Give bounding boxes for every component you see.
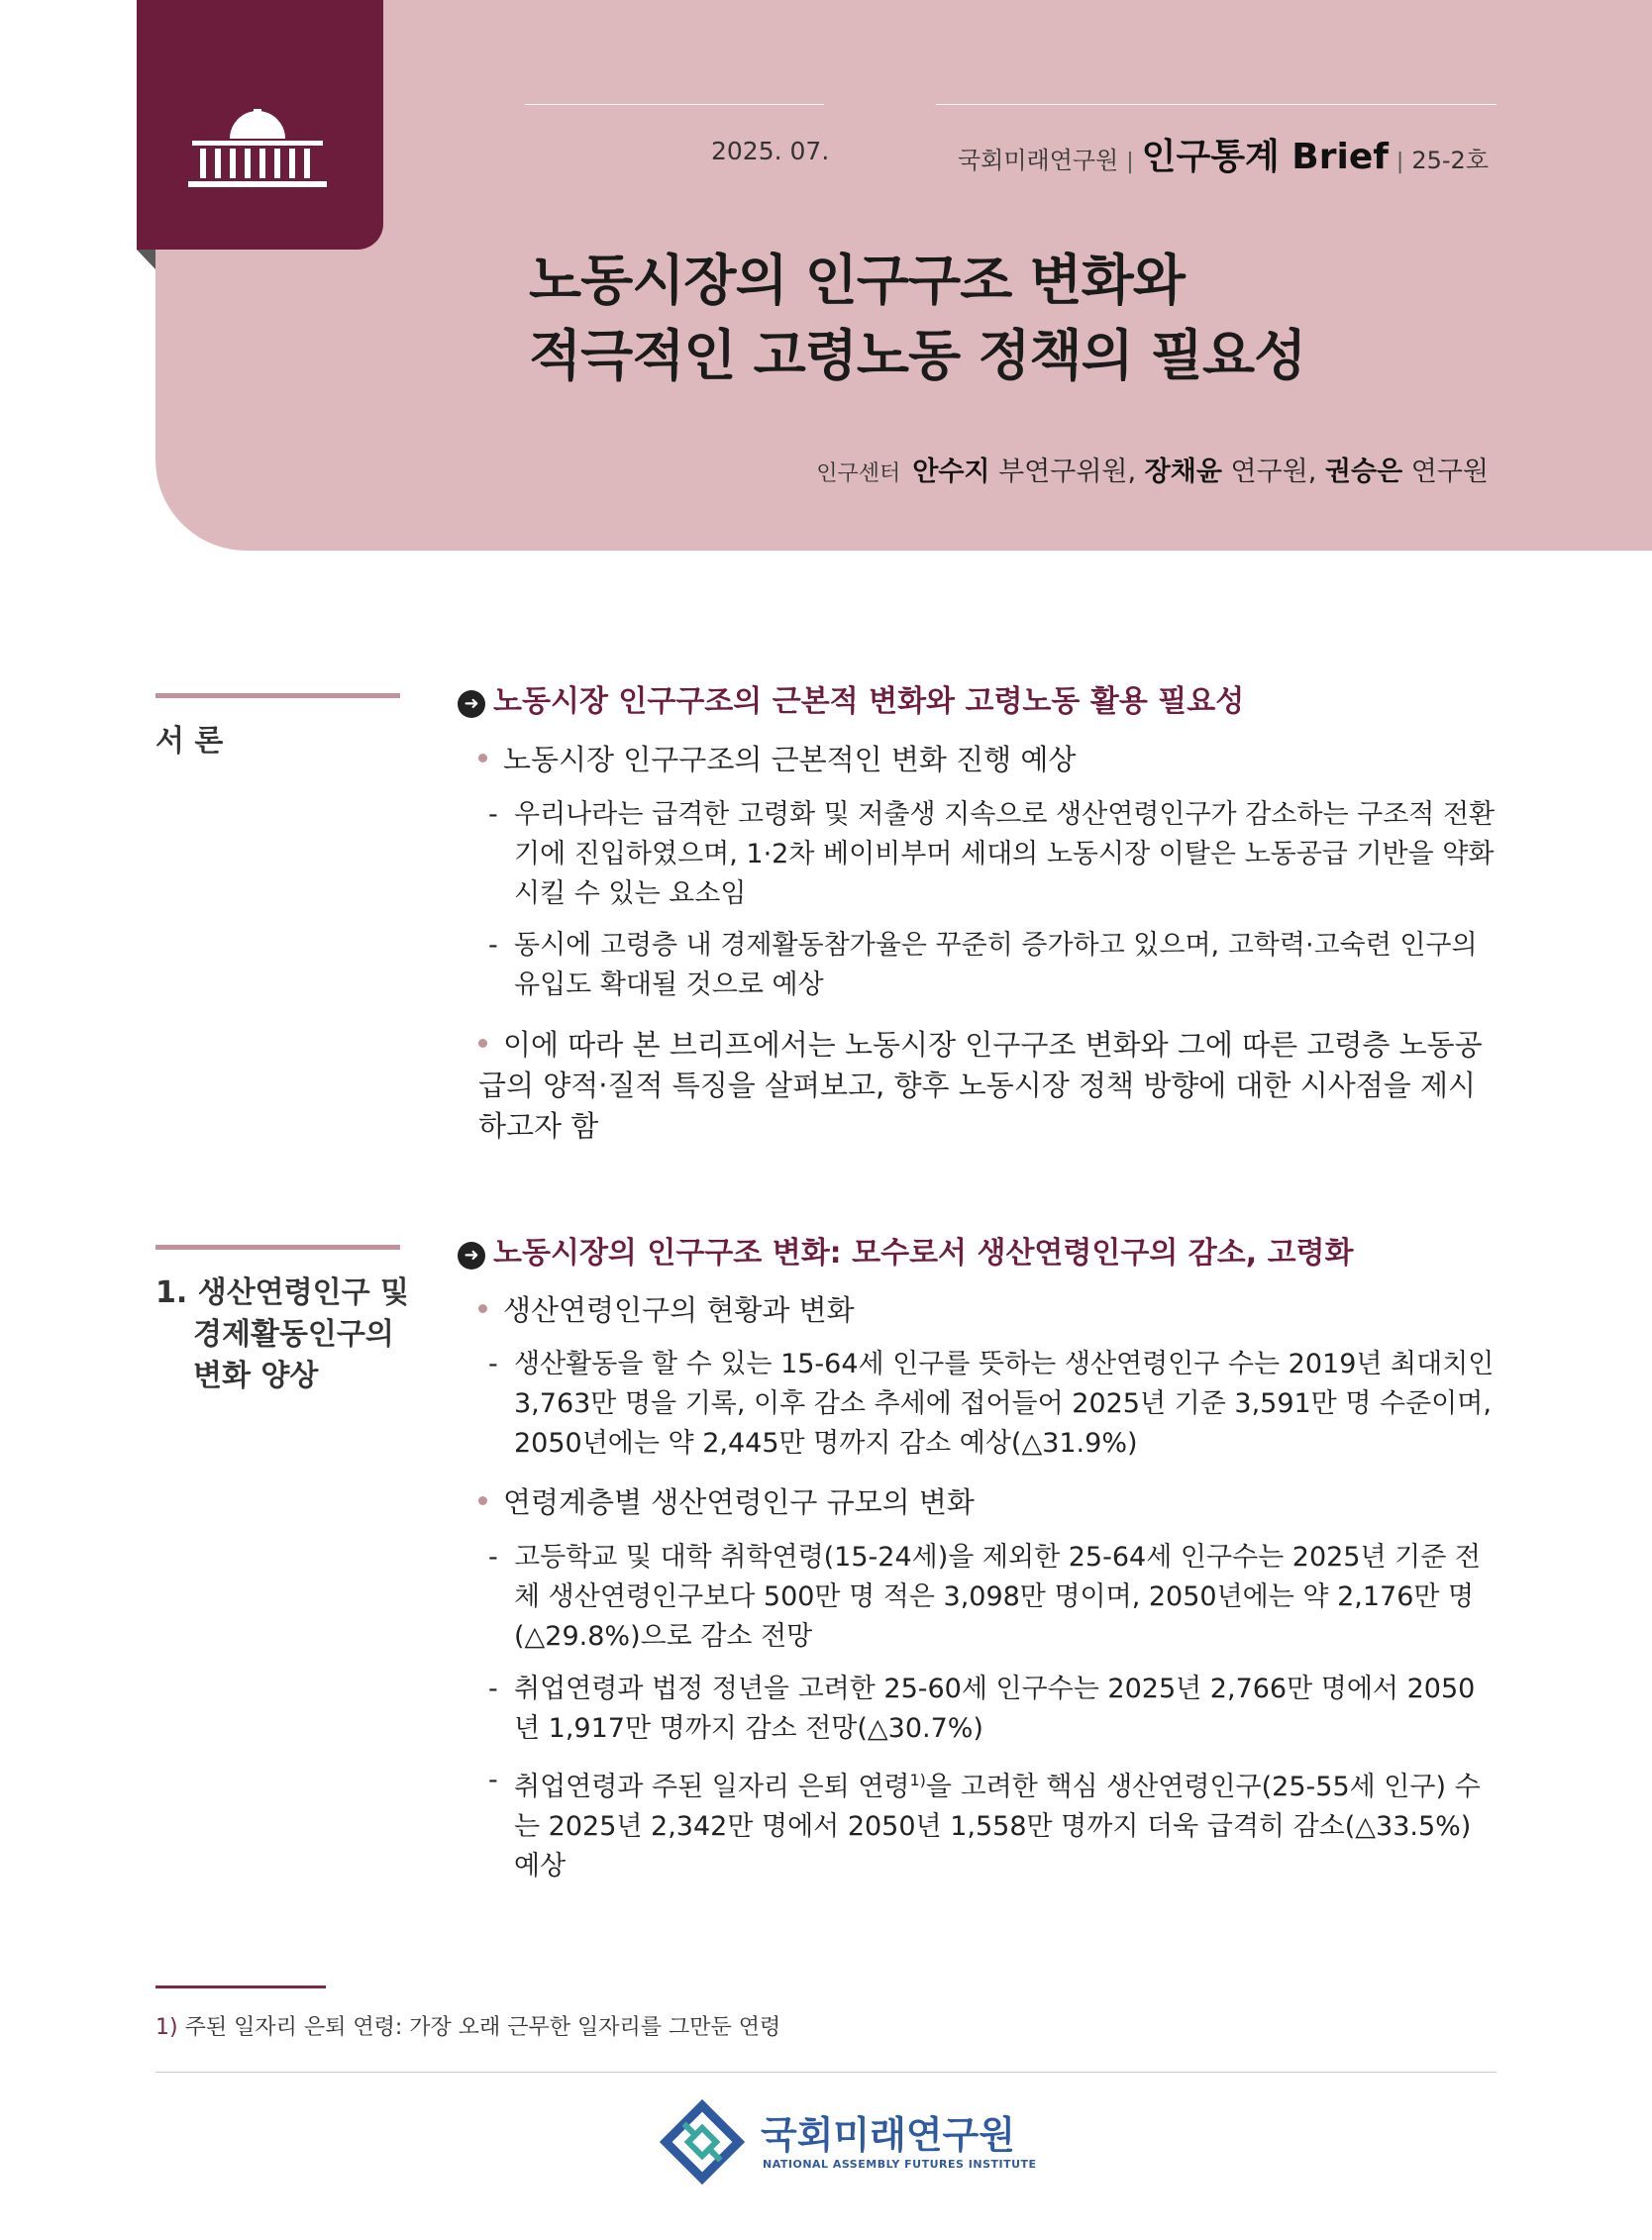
bullet-item	[478, 740, 1498, 780]
dash-item	[488, 795, 1497, 914]
institute-name: 국회미래연구원	[761, 2113, 1015, 2157]
footnote-text: 주된 일자리 은퇴 연령: 가장 오래 근무한 일자리를 그만둔 연령	[177, 2015, 781, 2040]
header-rule-left	[525, 104, 824, 105]
author-role: 연구원,	[1221, 457, 1325, 487]
dash-mark: -	[488, 799, 498, 830]
dash-item	[488, 926, 1497, 1005]
side-rule	[155, 1245, 400, 1250]
dash-mark: -	[488, 1674, 498, 1704]
footnote-rule	[155, 1985, 326, 1988]
publication-date: 2025. 07.	[711, 137, 830, 165]
arrow-circle-icon: ➜	[458, 1242, 485, 1270]
side-section-title: 서 론	[155, 724, 224, 759]
bullet-text: 연령계층별 생산연령인구 규모의 변화	[503, 1485, 975, 1519]
author-role: 연구원	[1402, 457, 1489, 487]
issue-number: 25-2호	[1411, 147, 1489, 174]
side-title-line: 1. 생산연령인구 및	[155, 1275, 410, 1310]
bullet-dot-icon	[478, 1496, 487, 1505]
author-name: 안수지	[912, 457, 990, 487]
dash-text	[488, 1761, 1497, 1886]
side-rule	[155, 693, 400, 698]
footer-rule	[155, 2072, 1497, 2073]
dash-mark: -	[488, 930, 498, 961]
bullet-dot-icon	[478, 1304, 487, 1313]
research-center: 인구센터	[816, 461, 901, 486]
section-heading-text: 노동시장 인구구조의 근본적 변화와 고령노동 활용 필요성	[493, 684, 1245, 719]
dash-text: 우리나라는 급격한 고령화 및 저출생 지속으로 생산연령인구가 감소하는 구조적 전환기에 진입하였으며, 1·2차 베이비부머 세대의 노동시장 이탈은 노동공급 기반을 약화시킬 수 있는 요소임	[514, 799, 1496, 909]
author-role: 부연구위원,	[989, 457, 1145, 487]
author-name: 장채윤	[1144, 457, 1222, 487]
dash-text: 동시에 고령층 내 경제활동참가율은 꾸준히 증가하고 있으며, 고학력·고숙련 인구의 유입도 확대될 것으로 예상	[514, 930, 1478, 1000]
section-heading	[458, 676, 1244, 720]
national-assembly-icon	[188, 109, 327, 192]
side-section-title	[155, 1273, 409, 1397]
arrow-circle-icon: ➜	[458, 690, 485, 718]
footnote-number: 1)	[155, 2015, 178, 2040]
header-rule-right	[936, 104, 1497, 105]
bullet-item	[478, 1290, 1498, 1331]
dash-text-part: 취업연령과 주된 일자리 은퇴 연령	[514, 1772, 910, 1802]
series-brand	[958, 129, 1489, 179]
dash-item	[488, 1670, 1497, 1749]
authors	[816, 450, 1489, 488]
bullet-text: 이에 따라 본 브리프에서는 노동시장 인구구조 변화와 그에 따른 고령층 노동공급의 양적·질적 특징을 살펴보고, 향후 노동시장 정책 방향에 대한 시사점을 제시하고자 함	[478, 1028, 1483, 1143]
dash-text: 고등학교 및 대학 취학연령(15-24세)을 제외한 25-64세 인구수는 2025년 기준 전체 생산연령인구보다 500만 명 적은 3,098만 명이며, 2050년에는 약 2,176만 명(△29.8%)으로 감소 전망	[514, 1542, 1481, 1652]
series-name: 인구통계 Brief	[1141, 137, 1389, 177]
bullet-dot-icon	[478, 754, 487, 763]
bullet-item	[478, 1482, 1498, 1523]
bullet-text: 생산연령인구의 현황과 변화	[503, 1293, 855, 1327]
side-title-line: 변화 양상	[193, 1359, 319, 1393]
logo-tab-fold	[137, 250, 155, 269]
bullet-dot-icon	[478, 1039, 487, 1048]
org-name: 국회미래연구원	[957, 147, 1119, 174]
dash-mark: -	[488, 1349, 498, 1379]
dash-text: 생산활동을 할 수 있는 15-64세 인구를 뜻하는 생산연령인구 수는 2019년 최대치인 3,763만 명을 기록, 이후 감소 추세에 접어들어 2025년 기준 3,591만 명 수준이며, 2050년에는 약 2,445만 명까지 감소 예상(△31.9%)	[514, 1349, 1495, 1459]
bullet-item	[478, 1025, 1498, 1147]
dash-text: 취업연령과 법정 정년을 고려한 25-60세 인구수는 2025년 2,766만 명에서 2050년 1,917만 명까지 감소 전망(△30.7%)	[514, 1674, 1476, 1744]
dash-text-part: 을 고려한 핵심 생산연령인구(25-55세 인구) 수는 2025년 2,342만 명에서 2050년 1,558만 명까지 더욱 급격히 감소(△33.5%) 예상	[514, 1772, 1481, 1882]
bullet-text: 노동시장 인구구조의 근본적인 변화 진행 예상	[503, 743, 1077, 776]
footnote	[155, 2010, 780, 2041]
document-title	[529, 243, 1305, 393]
title-line-2: 적극적인 고령노동 정책의 필요성	[529, 324, 1306, 387]
section-heading	[458, 1228, 1354, 1272]
dash-mark: -	[488, 1542, 498, 1573]
separator: |	[1126, 150, 1134, 174]
footnote-reference[interactable]: 1)	[909, 1771, 926, 1789]
dash-mark: -	[488, 1765, 498, 1795]
institute-name-english: NATIONAL ASSEMBLY FUTURES INSTITUTE	[763, 2158, 1037, 2171]
dash-item	[488, 1345, 1497, 1464]
author-name: 권승은	[1324, 457, 1403, 487]
section-heading-text: 노동시장의 인구구조 변화: 모수로서 생산연령인구의 감소, 고령화	[493, 1236, 1354, 1271]
side-title-line: 경제활동인구의	[193, 1317, 394, 1352]
dash-item	[488, 1538, 1497, 1657]
institute-logo-icon	[659, 2098, 746, 2186]
title-line-1: 노동시장의 인구구조 변화와	[529, 249, 1185, 312]
separator: |	[1395, 150, 1404, 174]
dash-item	[488, 1761, 1497, 1886]
